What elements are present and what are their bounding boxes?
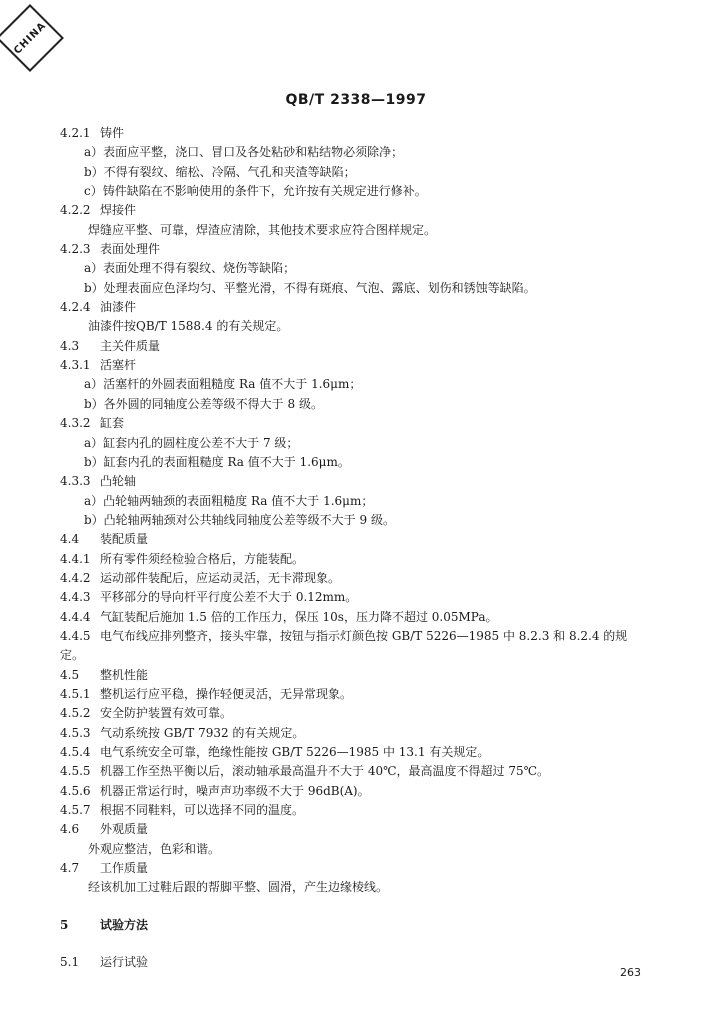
clause-line: 4.4.5 电气布线应排列整齐，接头牢靠，按钮与指示灯颜色按 GB/T 5226—1985 中 8.2.3 和 8.2.4 的规定。: [60, 628, 628, 663]
clause-line: 4.5.6 机器正常运行时，噪声声功率级不大于 96dB(A)。: [60, 783, 370, 798]
section-heading: 5.1 运行试验: [60, 955, 149, 970]
clause-line: 4.5.3 气动系统按 GB/T 7932 的有关规定。: [60, 725, 305, 740]
clause-item: b）不得有裂纹、缩松、冷隔、气孔和夹渣等缺陷；: [84, 164, 356, 179]
chapter-heading: 5 试验方法: [60, 917, 149, 932]
stamp-text: CHINA: [11, 19, 49, 57]
clause-line: 4.4.3 平移部分的导向杆平行度公差不大于 0.12mm。: [60, 590, 358, 605]
section-heading: 4.4 装配质量: [60, 532, 149, 547]
standard-header: QB/T 2338—1997: [285, 92, 427, 108]
clause-item: b）各外圆的同轴度公差等级不得大于 8 级。: [84, 396, 323, 411]
spacer: [60, 935, 650, 953]
clause-heading: 4.3.2 缸套: [60, 416, 125, 431]
clause-line: 4.4.2 运动部件装配后，应运动灵活，无卡滞现象。: [60, 570, 341, 585]
clause-line: 4.5.7 根据不同鞋料，可以选择不同的温度。: [60, 803, 305, 818]
section-heading: 4.5 整机性能: [60, 667, 149, 682]
clause-item: a）缸套内孔的圆柱度公差不大于 7 级；: [84, 435, 299, 450]
clause-line: 4.5.5 机器工作至热平衡以后，滚动轴承最高温升不大于 40℃，最高温度不得超过 75℃。: [60, 764, 550, 779]
clause-item: a）活塞杆的外圆表面粗糙度 Ra 值不大于 1.6μm；: [84, 377, 362, 392]
clause-heading: 4.3.1 活塞杆: [60, 358, 137, 373]
clause-text: 焊缝应平整、可靠，焊渣应清除，其他技术要求应符合图样规定。: [88, 222, 437, 237]
section-heading: 4.3 主关件质量: [60, 338, 161, 353]
clause-line: 4.5.4 电气系统安全可靠，绝缘性能按 GB/T 5226—1985 中 13.1 有关规定。: [60, 745, 490, 759]
clause-line: 4.4.4 气缸装配后施加 1.5 倍的工作压力，保压 10s，压力降不超过 0.05MPa。: [60, 609, 498, 624]
clause-item: b）凸轮轴两轴颈对公共轴线同轴度公差等级不大于 9 级。: [84, 512, 395, 527]
document-body: [60, 124, 650, 972]
clause-item: c）铸件缺陷在不影响使用的条件下，允许按有关规定进行修补。: [84, 184, 427, 199]
clause-item: b）缸套内孔的表面粗糙度 Ra 值不大于 1.6μm。: [84, 454, 350, 469]
clause-line: 4.5.1 整机运行应平稳，操作轻便灵活，无异常现象。: [60, 686, 353, 701]
clause-heading: 4.2.1 铸件: [60, 126, 125, 140]
spacer: [60, 898, 650, 916]
clause-text: 经该机加工过鞋后跟的帮脚平整、圆滑，产生边缘棱线。: [88, 880, 389, 895]
clause-text: 外观应整洁，色彩和谐。: [88, 841, 221, 856]
clause-item: a）表面处理不得有裂纹、烧伤等缺陷；: [84, 261, 296, 276]
clause-item: a）凸轮轴两轴颈的表面粗糙度 Ra 值不大于 1.6μm；: [84, 493, 374, 508]
page-number: 263: [620, 966, 641, 979]
china-stamp-logo: [0, 4, 64, 72]
clause-heading: 4.2.4 油漆件: [60, 300, 137, 315]
clause-line: 4.4.1 所有零件须经检验合格后，方能装配。: [60, 551, 305, 566]
clause-heading: 4.3.3 凸轮轴: [60, 474, 137, 489]
clause-line: 4.5.2 安全防护装置有效可靠。: [60, 706, 233, 721]
clause-heading: 4.2.3 表面处理件: [60, 242, 161, 257]
clause-heading: 4.2.2 焊接件: [60, 203, 137, 218]
clause-text: 油漆件按QB/T 1588.4 的有关规定。: [88, 319, 289, 334]
clause-item: b）处理表面应色泽均匀、平整光滑，不得有斑痕、气泡、露底、划伤和锈蚀等缺陷。: [84, 280, 536, 295]
section-heading: 4.6 外观质量: [60, 822, 149, 837]
section-heading: 4.7 工作质量: [60, 861, 149, 876]
clause-item: a）表面应平整，浇口、冒口及各处粘砂和粘结物必须除净；: [84, 145, 404, 160]
